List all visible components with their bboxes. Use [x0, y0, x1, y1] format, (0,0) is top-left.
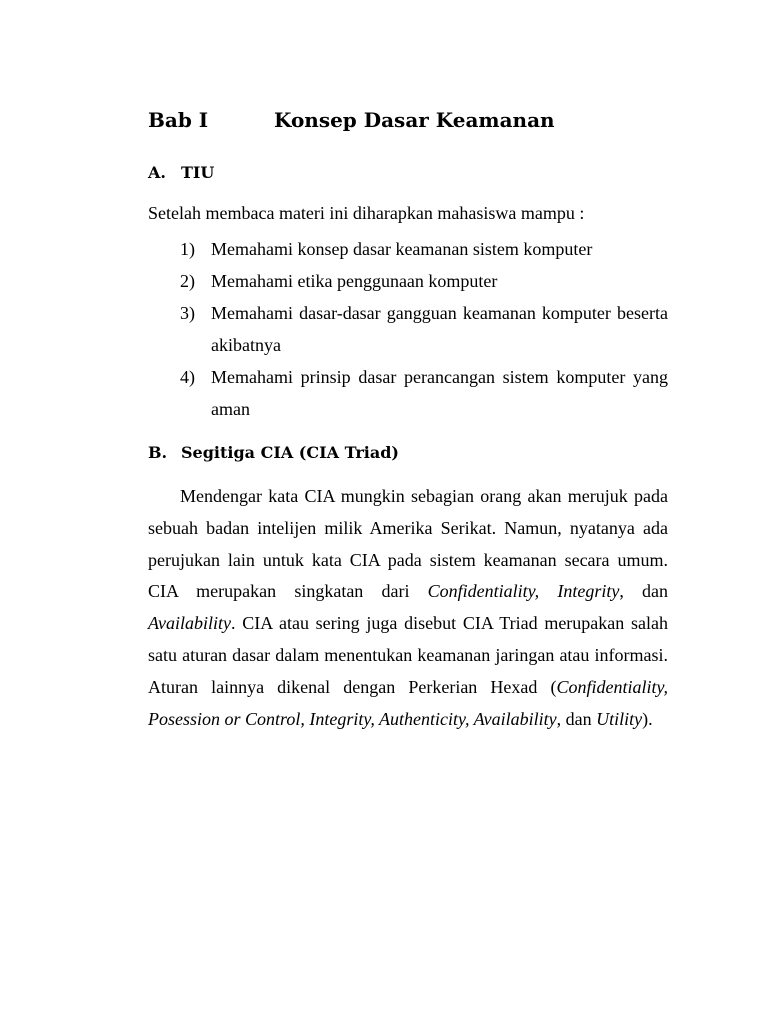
section-a-heading — [148, 163, 214, 182]
paragraph-text: . CIA atau sering juga disebut CIA Triad merupakan salah satu aturan dasar dalam menentukan keamanan jaringan atau informasi. Aturan lainnya dikenal dengan Perkerian Hexad ( — [148, 613, 668, 697]
chapter-number: Bab I — [148, 108, 209, 132]
section-b-letter: B. — [148, 443, 168, 462]
paragraph-text: , dan — [556, 708, 597, 729]
list-item — [180, 361, 668, 425]
list-item — [180, 265, 668, 297]
list-item — [180, 297, 668, 361]
paragraph-italic-text: Availability — [148, 613, 231, 634]
list-item-text: Memahami etika penggunaan komputer — [211, 271, 498, 291]
list-item — [180, 233, 668, 265]
chapter-title: Konsep Dasar Keamanan — [274, 108, 555, 132]
section-a-title: TIU — [181, 163, 215, 182]
list-item-number: 3) — [180, 303, 195, 323]
list-item-text: Memahami konsep dasar keamanan sistem komputer — [211, 239, 593, 259]
list-item-text: Memahami prinsip dasar perancangan sistem komputer yang aman — [211, 367, 668, 419]
list-item-number: 4) — [180, 367, 195, 387]
chapter-heading — [148, 108, 555, 132]
paragraph-italic-text: Utility — [596, 708, 643, 729]
objectives-list — [180, 233, 668, 425]
cia-paragraph — [148, 481, 668, 735]
paragraph-text: ). — [642, 708, 653, 729]
list-item-number: 2) — [180, 271, 195, 291]
section-a-intro: Setelah membaca materi ini diharapkan mahasiswa mampu : — [148, 203, 585, 223]
paragraph-italic-text: Confidentiality, Posession or Control, Integrity, Authenticity, Availability — [148, 676, 668, 729]
section-b-title: Segitiga CIA (CIA Triad) — [181, 443, 399, 462]
list-item-text: Memahami dasar-dasar gangguan keamanan komputer beserta akibatnya — [211, 303, 668, 355]
section-b-heading — [148, 443, 399, 462]
section-a-letter: A. — [148, 163, 166, 182]
paragraph-text: , dan — [619, 581, 668, 602]
paragraph-text: Mendengar kata CIA mungkin sebagian orang akan merujuk pada sebuah badan intelijen milik Amerika Serikat. Namun, nyatanya ada perujukan lain untuk kata CIA pada sistem keamanan secara umum. CIA merupakan singkatan dari — [148, 486, 668, 602]
list-item-number: 1) — [180, 239, 195, 259]
paragraph-italic-text: Confidentiality, Integrity — [427, 581, 620, 602]
